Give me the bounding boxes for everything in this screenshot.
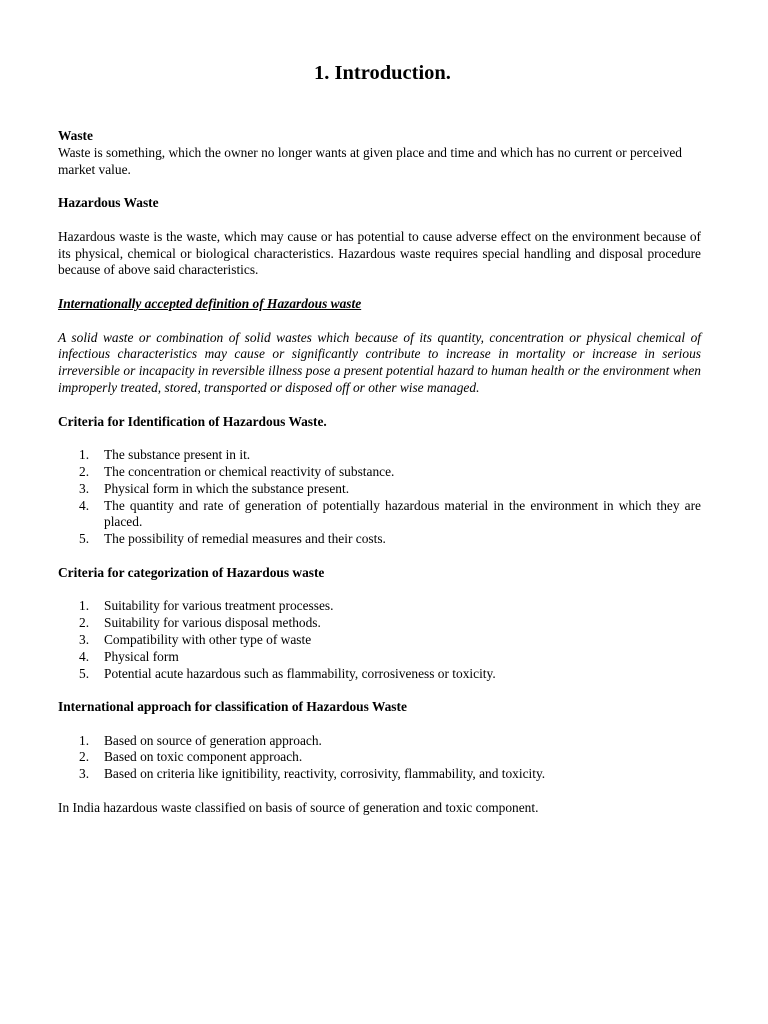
list-item: 4. Physical form <box>79 648 179 664</box>
list-item: 5. The possibility of remedial measures and their costs. <box>79 531 386 547</box>
identification-criteria-list <box>58 447 701 548</box>
classification-approach-heading: International approach for classification of Hazardous Waste <box>58 699 407 715</box>
list-item: 4. The quantity and rate of generation of potentially hazardous material in the environment in which they are placed. <box>79 497 701 530</box>
list-item: 3. Based on criteria like ignitibility, reactivity, corrosivity, flammability, and toxicity. <box>79 766 546 782</box>
classification-approach-list <box>58 733 701 783</box>
categorization-criteria-heading: Criteria for categorization of Hazardous waste <box>58 564 325 580</box>
identification-criteria-heading: Criteria for Identification of Hazardous Waste. <box>58 413 327 429</box>
international-definition-heading: Internationally accepted definition of Hazardous waste <box>58 295 362 311</box>
list-item: 2. Based on toxic component approach. <box>79 749 303 765</box>
page-title: 1. Introduction. <box>314 62 451 84</box>
list-item: 2. The concentration or chemical reactivity of substance. <box>79 463 395 479</box>
india-classification-note: In India hazardous waste classified on basis of source of generation and toxic component. <box>58 799 539 815</box>
list-item: 5. Potential acute hazardous such as flammability, corrosiveness or toxicity. <box>79 665 496 681</box>
list-item: 1. The substance present in it. <box>79 447 251 463</box>
hazardous-waste-definition: Hazardous waste is the waste, which may cause or has potential to cause adverse effect on the environment because of its physical, chemical or biological characteristics. Hazardous waste requires special handling and disposal procedure because of above said characteristics. <box>58 228 701 278</box>
list-item: 2. Suitability for various disposal methods. <box>79 615 321 631</box>
waste-heading: Waste <box>58 128 93 143</box>
list-item: 3. Physical form in which the substance present. <box>79 480 350 496</box>
list-item: 1. Suitability for various treatment processes. <box>79 598 334 614</box>
list-item: 3. Compatibility with other type of waste <box>79 631 312 647</box>
list-item: 1. Based on source of generation approach. <box>79 732 322 748</box>
international-definition-text: A solid waste or combination of solid wastes which because of its quantity, concentration or physical chemical of infectious characteristics may cause or significantly contribute to increase in mortality or increase in serious irreversible or incapacity in reversible illness pose a present potential hazard to human health or the environment when improperly treated, stored, transported or disposed off or other wise managed. <box>58 329 701 395</box>
categorization-criteria-list <box>58 598 701 682</box>
hazardous-waste-heading: Hazardous Waste <box>58 195 159 211</box>
waste-definition: Waste is something, which the owner no longer wants at given place and time and which has no current or perceived market value. <box>58 144 682 177</box>
